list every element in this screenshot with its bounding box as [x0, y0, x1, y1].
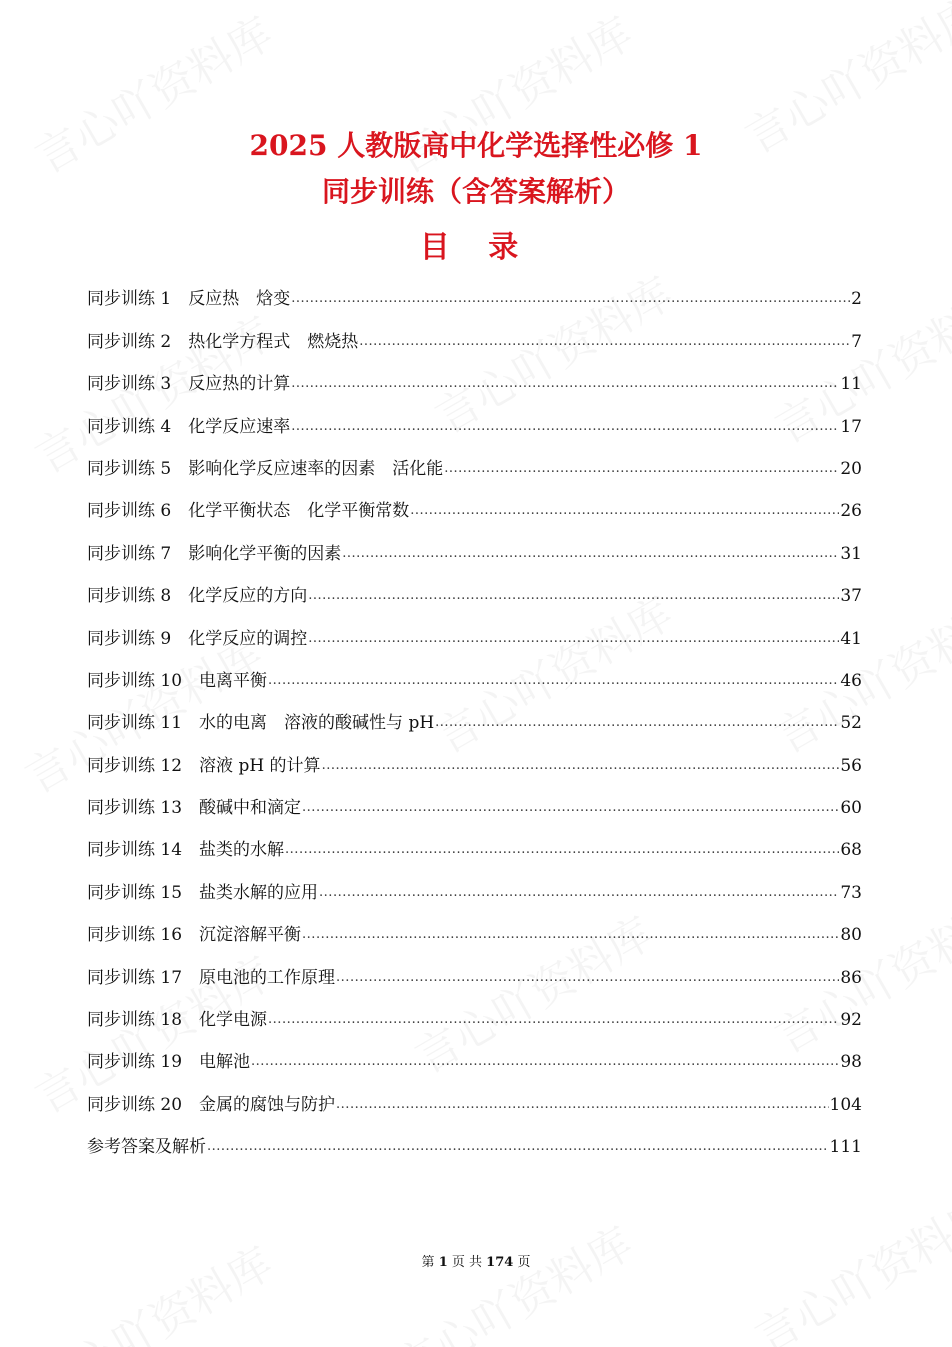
- footer-total-pages: 174: [486, 1255, 514, 1270]
- toc-entry-page: 98: [840, 1052, 862, 1073]
- toc-entry-page: 26: [840, 501, 862, 522]
- toc-entry[interactable]: [87, 522, 862, 564]
- toc-leader-dots: [319, 880, 839, 904]
- toc-entry-page: 68: [840, 840, 862, 861]
- toc-leader-dots: [308, 583, 839, 607]
- toc-leader-dots: [207, 1134, 829, 1158]
- toc-entry-page: 60: [840, 798, 862, 819]
- toc-entry-label: 同步训练 8 化学反应的方向: [87, 586, 308, 607]
- toc-entry[interactable]: [87, 734, 862, 776]
- toc-entry-page: 86: [840, 967, 862, 988]
- toc-entry-label: 同步训练 1 反应热 焓变: [87, 289, 291, 310]
- toc-leader-dots: [336, 1092, 829, 1116]
- toc-entry-label: 同步训练 14 盐类的水解: [87, 840, 285, 861]
- toc-entry-page: 52: [840, 713, 862, 734]
- toc-entry-page: 11: [840, 374, 862, 395]
- toc-entry-label: 同步训练 11 水的电离 溶液的酸碱性与 pH: [87, 713, 435, 734]
- toc-leader-dots: [435, 710, 839, 734]
- toc-entry[interactable]: [87, 480, 862, 522]
- table-of-contents: [87, 268, 862, 1158]
- toc-entry-label: 同步训练 13 酸碱中和滴定: [87, 798, 302, 819]
- toc-entry-label: 参考答案及解析: [87, 1137, 206, 1158]
- toc-leader-dots: [308, 626, 839, 650]
- toc-leader-dots: [291, 286, 850, 310]
- toc-entry-label: 同步训练 18 化学电源: [87, 1010, 268, 1031]
- toc-entry-label: 同步训练 19 电解池: [87, 1052, 251, 1073]
- toc-entry[interactable]: [87, 565, 862, 607]
- page-footer: [0, 1251, 952, 1270]
- toc-entry[interactable]: [87, 692, 862, 734]
- toc-entry[interactable]: [87, 777, 862, 819]
- footer-prefix: 第: [421, 1255, 435, 1270]
- toc-entry-label: 同步训练 17 原电池的工作原理: [87, 967, 336, 988]
- toc-entry-label: 同步训练 2 热化学方程式 燃烧热: [87, 331, 359, 352]
- toc-leader-dots: [268, 668, 839, 692]
- toc-leader-dots: [336, 965, 839, 989]
- toc-entry[interactable]: [87, 819, 862, 861]
- toc-entry-label: 同步训练 6 化学平衡状态 化学平衡常数: [87, 501, 410, 522]
- toc-entry[interactable]: [87, 353, 862, 395]
- toc-entry[interactable]: [87, 946, 862, 988]
- toc-entry-page: 17: [840, 416, 862, 437]
- toc-leader-dots: [410, 498, 839, 522]
- toc-entry[interactable]: [87, 607, 862, 649]
- toc-entry-page: 92: [840, 1010, 862, 1031]
- toc-leader-dots: [285, 837, 839, 861]
- toc-entry-label: 同步训练 7 影响化学平衡的因素: [87, 543, 342, 564]
- toc-entry-page: 104: [829, 1094, 862, 1115]
- toc-entry[interactable]: [87, 1031, 862, 1073]
- toc-leader-dots: [291, 414, 839, 438]
- toc-entry-label: 同步训练 4 化学反应速率: [87, 416, 291, 437]
- toc-entry-label: 同步训练 15 盐类水解的应用: [87, 882, 319, 903]
- toc-entry-page: 20: [840, 458, 862, 479]
- toc-entry-page: 46: [840, 670, 862, 691]
- document-title: 2025 人教版高中化学选择性必修 1: [249, 129, 703, 162]
- toc-heading: 目 录: [419, 230, 533, 265]
- toc-entry-page: 37: [840, 586, 862, 607]
- toc-entry-page: 111: [829, 1137, 862, 1158]
- toc-leader-dots: [251, 1049, 839, 1073]
- toc-entry[interactable]: [87, 904, 862, 946]
- toc-entry[interactable]: [87, 989, 862, 1031]
- toc-leader-dots: [291, 371, 839, 395]
- toc-entry-page: 80: [840, 925, 862, 946]
- toc-entry-page: 2: [851, 289, 862, 310]
- toc-entry[interactable]: [87, 395, 862, 437]
- toc-entry[interactable]: [87, 268, 862, 310]
- footer-current-page: 1: [438, 1255, 448, 1270]
- toc-entry-page: 56: [840, 755, 862, 776]
- toc-entry-label: 同步训练 20 金属的腐蚀与防护: [87, 1094, 336, 1115]
- toc-entry-answers[interactable]: [87, 1116, 862, 1158]
- toc-entry-page: 41: [840, 628, 862, 649]
- toc-entry-label: 同步训练 5 影响化学反应速率的因素 活化能: [87, 458, 444, 479]
- toc-entry-label: 同步训练 16 沉淀溶解平衡: [87, 925, 302, 946]
- toc-entry[interactable]: [87, 310, 862, 352]
- toc-leader-dots: [322, 753, 840, 777]
- toc-entry[interactable]: [87, 438, 862, 480]
- toc-leader-dots: [342, 541, 839, 565]
- toc-leader-dots: [302, 795, 839, 819]
- toc-leader-dots: [268, 1007, 839, 1031]
- toc-entry-label: 同步训练 3 反应热的计算: [87, 374, 291, 395]
- toc-entry-page: 31: [840, 543, 862, 564]
- toc-entry-label: 同步训练 10 电离平衡: [87, 670, 268, 691]
- toc-leader-dots: [444, 456, 839, 480]
- toc-entry[interactable]: [87, 650, 862, 692]
- watermark: [22, 1228, 283, 1347]
- toc-entry-label: 同步训练 12 溶液 pH 的计算: [87, 755, 321, 776]
- document-subtitle: 同步训练（含答案解析）: [321, 175, 630, 208]
- toc-entry-label: 同步训练 9 化学反应的调控: [87, 628, 308, 649]
- toc-entry-page: 73: [840, 882, 862, 903]
- toc-entry[interactable]: [87, 1073, 862, 1115]
- watermark: [382, 1208, 643, 1347]
- toc-entry-page: 7: [851, 331, 862, 352]
- toc-entry[interactable]: [87, 861, 862, 903]
- footer-suffix: 页: [517, 1255, 531, 1270]
- footer-middle: 页 共: [451, 1255, 483, 1270]
- toc-leader-dots: [359, 329, 850, 353]
- toc-leader-dots: [302, 922, 839, 946]
